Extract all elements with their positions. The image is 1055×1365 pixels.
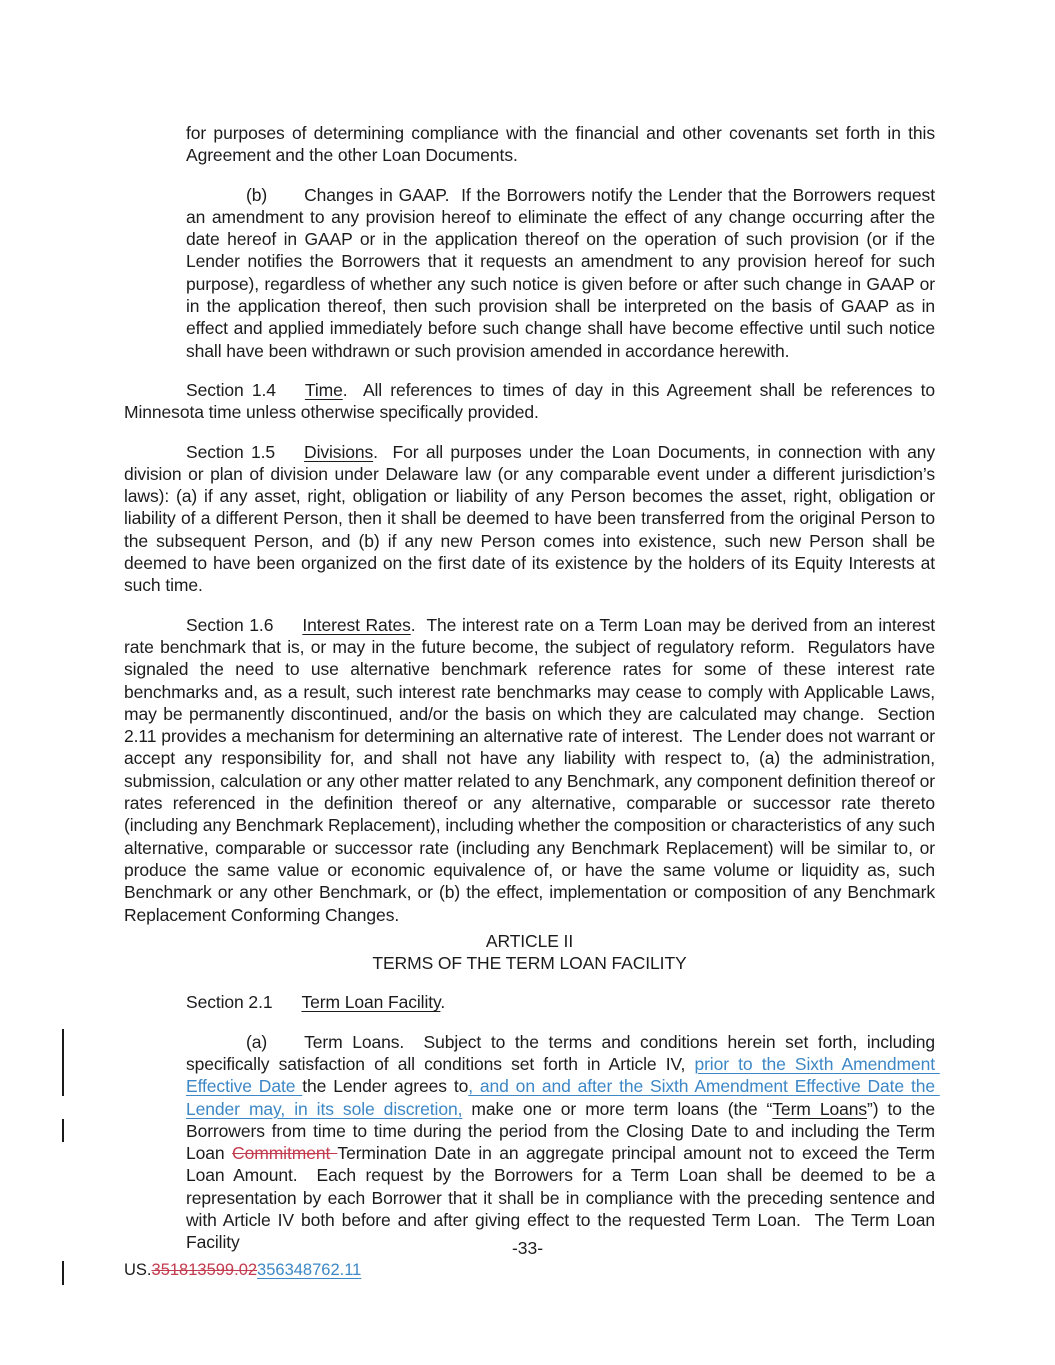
section-text: . For all purposes under the Loan Documents, in connection with any division or plan of division under Delaware law (or any comparable event under a different jurisdiction’s laws): (a) if any asset, right, obligation or liability of any Person becomes the asset, right, obligation or liability of a different Person, then it shall be deemed to have been transferred from the original Person to the subsequent Person, and (b) if any new Person comes into existence, such new Person shall be deemed to have been organized on the first date of its existence by the holders of its Equity Interests at such time. [124, 441, 940, 596]
paragraph-text: for purposes of determining compliance with the financial and other covenants set forth in this Agreement and the other Loan Documents. [186, 123, 939, 166]
section-1-6-interest-rates [124, 614, 940, 926]
section-title: Term Loan Facility [301, 992, 441, 1013]
document-number-footer [124, 1259, 361, 1281]
subsection-text: ”) to the Borrowers from time to time during the period from the Closing Date to and including the Term Loan [186, 1098, 940, 1164]
subsection-text: Term Loans. Subject to the terms and conditions herein set forth, including specifically satisfaction of all conditions set forth in Article IV, [186, 1031, 940, 1074]
section-title: Divisions [304, 441, 374, 462]
section-title-period: . [440, 992, 446, 1013]
section-title: Time [304, 379, 343, 400]
subsection-label: (a) [246, 1031, 268, 1052]
deleted-text: Commitment [232, 1143, 338, 1164]
inserted-doc-number: 356348762.11 [257, 1261, 362, 1279]
subsection-text: If the Borrowers notify the Lender that the Borrowers request an amendment to any provision hereof to eliminate the effect of any change occurring after the date hereof in GAAP or in the application thereof on the operation of such provision (or if the Lender notifies the Borrowers that it requests an amendment to any provision hereof for such purpose), regardless of whether any such notice is given before or after such change in GAAP or in the application thereof, then such provision shall be interpreted on the basis of GAAP as in effect and applied immediately before such change shall have become effective until such notice shall have been withdrawn or such provision amended in accordance herewith. [186, 184, 940, 361]
subsection-text: Termination Date in an aggregate principal amount not to exceed the Term Loan Amount. Each request by the Borrowers for a Term Loan shall be deemed to be a representation by each Borrower that it shall be in compliance with the preceding sentence and with Article IV both before and after giving effect to the requested Term Loan. The Term Loan Facility [186, 1143, 940, 1253]
article-2-heading [124, 930, 935, 975]
section-title: Interest Rates [302, 614, 411, 635]
subsection-title: Changes in GAAP. [304, 184, 450, 205]
defined-term: Term Loans [772, 1098, 867, 1119]
document-body [124, 122, 940, 1271]
subsection-text: make one or more term loans (the “ [462, 1098, 773, 1119]
subsection-text: the Lender agrees to [302, 1076, 469, 1097]
change-bar [62, 1119, 64, 1142]
subsection-b-changes-in-gaap [186, 184, 940, 362]
article-number: ARTICLE II [485, 930, 574, 951]
article-title: TERMS OF THE TERM LOAN FACILITY [372, 953, 687, 974]
page-number: -33- [511, 1238, 544, 1258]
subsection-a-term-loans [186, 1031, 940, 1254]
change-bar [62, 1029, 64, 1096]
deleted-doc-number: 351813599.02 [151, 1261, 258, 1279]
section-1-5-divisions [124, 441, 940, 597]
section-label: Section 2.1 [186, 992, 273, 1013]
subsection-label: (b) [246, 184, 268, 205]
section-2-1-term-loan-facility [124, 991, 935, 1013]
section-label: Section 1.6 [186, 614, 274, 635]
section-label: Section 1.5 [186, 441, 276, 462]
section-text: . All references to times of day in this Agreement shall be references to Minnesota time unless otherwise specifically provided. [124, 379, 940, 423]
doc-number-prefix: US. [124, 1261, 152, 1279]
section-text: . The interest rate on a Term Loan may be derived from an interest rate benchmark that is, or may in the future become, the subject of regulatory reform. Regulators have signaled the need to use alternative benchmark reference rates for some of these interest rate benchmarks and, as a result, such interest rate benchmarks may cease to comply with Applicable Laws, may be permanently discontinued, and/or the basis on which they are calculated may change. Section 2.11 provides a mechanism for determining an alternative rate of interest. The Lender does not warrant or accept any responsibility for, and shall not have any liability with respect to, (a) the administration, submission, calculation or any other matter related to any Benchmark, any component definition thereof or rates referenced in the definition thereof or any alternative, comparable or successor rate thereto (including any Benchmark Replacement), including whether the composition or characteristics of any such alternative, comparable or successor rate (including any Benchmark Replacement) will be similar to, or produce the same value or economic equivalence of, or have the same volume or liquidity as, such Benchmark or any other Benchmark, or (b) the effect, implementation or composition of any Benchmark Replacement Conforming Changes. [124, 614, 940, 925]
inserted-text: , and on and after the Sixth Amendment Effective Date the Lender may, in its sole discretion, [186, 1076, 940, 1119]
section-label: Section 1.4 [186, 379, 276, 400]
inserted-text: prior to the Sixth Amendment Effective Date [186, 1053, 940, 1097]
section-1-4-time [124, 379, 940, 424]
change-bar [62, 1261, 64, 1285]
paragraph-continuation [186, 122, 939, 167]
